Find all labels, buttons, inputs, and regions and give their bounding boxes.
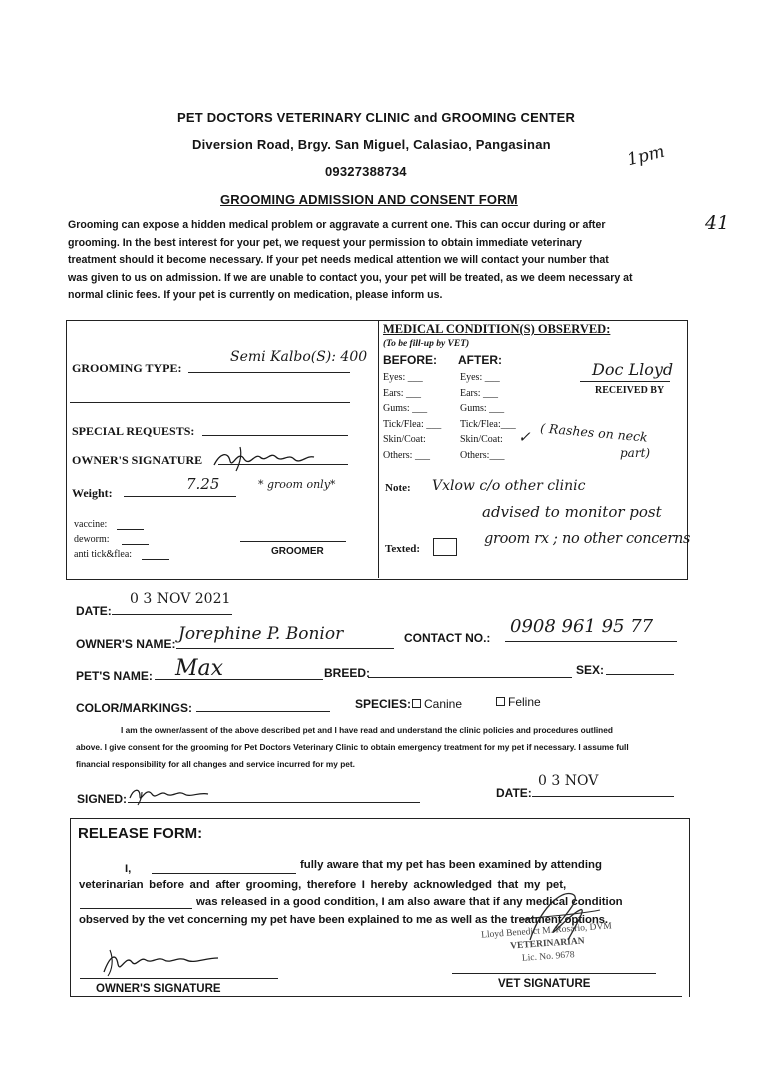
species-label: SPECIES: xyxy=(355,697,412,711)
medical-subtitle: (To be fill-up by VET) xyxy=(383,339,470,349)
after-list xyxy=(460,370,516,463)
after-item-skin xyxy=(460,432,516,448)
release-line-1b: fully aware that my pet has been examined by attending xyxy=(300,859,602,871)
deworm-text: deworm: xyxy=(74,534,110,545)
received-by-line xyxy=(580,381,670,382)
skin-after-note-1: ( Rashes on neck xyxy=(539,420,649,445)
antitick-line xyxy=(142,559,169,560)
antitick-text: anti tick&flea: xyxy=(74,549,133,560)
clinic-address: Diversion Road, Brgy. San Miguel, Calasiao, Pangasinan xyxy=(192,137,551,152)
owner-release-signature-line xyxy=(80,978,278,979)
intro-line: grooming. In the best interest for your pet, we request your permission to obtain immediate veterinary xyxy=(68,236,582,249)
consent-date-label: DATE: xyxy=(496,786,532,800)
signed-signature-image xyxy=(126,782,226,806)
owner-signature-image xyxy=(210,443,330,473)
after-item-label: Gums: xyxy=(460,403,487,414)
vet-signature-image xyxy=(500,880,610,950)
breed-line xyxy=(368,677,572,678)
owner-name-label: OWNER'S NAME: xyxy=(76,637,176,651)
owner-release-signature-label: OWNER'S SIGNATURE xyxy=(96,983,221,995)
after-item-tick: Tick/Flea:___ xyxy=(460,418,516,430)
consent-date-value: 0 3 NOV xyxy=(538,773,599,789)
after-item-gums: Gums: ___ xyxy=(460,403,505,414)
special-requests-label: SPECIAL REQUESTS: xyxy=(72,424,195,438)
note-label: Note: xyxy=(385,482,411,494)
intro-line: normal clinic fees. If your pet is currently on medication, please inform us. xyxy=(68,289,443,301)
intro-paragraph xyxy=(68,217,683,305)
before-item-label: Ears: xyxy=(383,387,404,399)
sex-label: SEX: xyxy=(576,663,605,677)
release-line-2: veterinarian before and after grooming, therefore I hereby acknowledged that my pet, xyxy=(79,879,567,891)
skin-after-note-2: part) xyxy=(620,446,651,460)
note-line-1: Vxlow c/o other clinic xyxy=(432,478,586,494)
stamp-name: Lloyd Benedict M. Rosario, DVM xyxy=(480,921,613,941)
consent-date-line xyxy=(532,796,674,797)
after-item-eyes: Eyes: ___ xyxy=(460,372,500,383)
canine-checkbox[interactable] xyxy=(412,699,421,708)
before-item-others: Others: ___ xyxy=(383,449,430,461)
deworm-line xyxy=(122,544,149,545)
note-line-2: advised to monitor post xyxy=(482,503,662,521)
feline-label: Feline xyxy=(508,695,541,709)
pet-name-value: Max xyxy=(175,656,224,681)
clinic-phone: 09327388734 xyxy=(325,164,407,179)
vaccine-label xyxy=(74,519,107,530)
date-value: 0 3 NOV 2021 xyxy=(130,591,231,607)
before-item-label: Eyes: xyxy=(383,372,406,383)
release-line-1a: I, xyxy=(125,863,132,875)
consent-line-1: I am the owner/assent of the above described pet and I have read and understand the clinic policies and procedures outlined xyxy=(121,725,613,735)
release-line-4: observed by the vet concerning my pet have been explained to me as well as the treatment options. xyxy=(79,914,608,926)
intro-line: was given to us on admission. If we are unable to contact you, your pet will be treated, as we deem necessary at xyxy=(68,271,633,284)
margin-note-number: 41 xyxy=(705,212,730,234)
intro-line: treatment should it become necessary. If your pet needs medical attention we will contact your number that xyxy=(68,254,609,266)
after-label: AFTER: xyxy=(458,353,502,367)
breed-label: BREED: xyxy=(324,666,371,680)
pet-name-label: PET'S NAME: xyxy=(76,669,153,683)
stamp-title: VETERINARIAN xyxy=(509,936,585,952)
note-line-3: groom rx ; no other concerns xyxy=(484,531,691,547)
color-markings-label: COLOR/MARKINGS: xyxy=(76,701,192,715)
received-by-label: RECEIVED BY xyxy=(595,385,665,396)
before-label: BEFORE: xyxy=(383,353,437,367)
date-line xyxy=(112,614,232,615)
owner-release-signature-image xyxy=(100,946,230,978)
antitick-label xyxy=(74,549,132,560)
before-item-ears: Ears: ___ xyxy=(383,387,422,399)
grooming-type-label: GROOMING TYPE: xyxy=(72,361,182,375)
signed-label: SIGNED: xyxy=(77,792,128,806)
release-title: RELEASE FORM: xyxy=(78,825,203,842)
owner-name-value: Jorephine P. Bonior xyxy=(178,624,344,644)
vet-signature-label: VET SIGNATURE xyxy=(498,978,591,990)
texted-checkbox[interactable] xyxy=(433,538,457,556)
box-divider xyxy=(378,320,379,578)
grooming-type-line xyxy=(188,372,350,373)
special-requests-line xyxy=(202,435,348,436)
release-form-bottom xyxy=(70,996,682,997)
after-item-label: Eyes: xyxy=(460,372,483,383)
consent-line-2: above. I give consent for the grooming for Pet Doctors Veterinary Clinic to obtain emergency treatment for my pet if necessary. I assume full xyxy=(76,742,629,752)
before-item-label: Others: xyxy=(383,449,413,461)
margin-note-time: 1pm xyxy=(625,141,667,171)
stamp-lic: Lic. No. 9678 xyxy=(521,950,575,964)
release-name-line xyxy=(152,873,296,874)
canine-label: Canine xyxy=(424,697,463,711)
after-item-others: Others:___ xyxy=(460,449,505,461)
owner-name-line xyxy=(176,648,394,649)
weight-label: Weight: xyxy=(72,486,113,500)
medical-title: MEDICAL CONDITION(S) OBSERVED: xyxy=(383,322,611,336)
form-title: GROOMING ADMISSION AND CONSENT FORM xyxy=(220,192,518,207)
contact-label: CONTACT NO.: xyxy=(404,631,491,645)
feline-checkbox[interactable] xyxy=(496,697,505,706)
after-item-ears: Ears: ___ xyxy=(460,387,499,399)
vaccine-line xyxy=(117,529,144,530)
intro-line: Grooming can expose a hidden medical problem or aggravate a current one. This can occur during or after xyxy=(68,219,606,231)
received-by-name: Doc Lloyd xyxy=(592,360,674,379)
after-item-label: Tick/Flea: xyxy=(460,418,501,430)
color-markings-line xyxy=(196,711,330,712)
grooming-type-value: Semi Kalbo(S): 400 xyxy=(230,349,368,365)
skin-after-mark: ✓ xyxy=(518,428,531,446)
release-line-3: was released in a good condition, I am also aware that if any medical condition xyxy=(196,896,623,908)
texted-label: Texted: xyxy=(385,543,421,555)
before-list xyxy=(383,370,441,463)
contact-line xyxy=(505,641,677,642)
before-item-label: Skin/Coat: xyxy=(383,434,426,445)
before-item-skin xyxy=(383,432,441,448)
groomer-label: GROOMER xyxy=(271,546,324,557)
deworm-label xyxy=(74,534,110,545)
sex-line xyxy=(606,674,674,675)
before-item-gums: Gums: ___ xyxy=(383,403,428,414)
before-item-label: Tick/Flea: xyxy=(383,418,424,430)
owner-signature-label: OWNER'S SIGNATURE xyxy=(72,453,203,467)
clinic-name: PET DOCTORS VETERINARY CLINIC and GROOMING CENTER xyxy=(177,110,576,125)
grooming-type-line-2 xyxy=(70,402,350,403)
vet-signature-line xyxy=(452,973,656,974)
after-item-label: Others: xyxy=(460,449,490,461)
after-item-label: Skin/Coat: xyxy=(460,434,503,445)
weight-line xyxy=(124,496,236,497)
vaccine-text: vaccine: xyxy=(74,519,108,530)
contact-value: 0908 961 95 77 xyxy=(510,616,654,637)
groomer-line xyxy=(240,541,346,542)
species-feline-option[interactable] xyxy=(496,695,541,709)
release-pet-line xyxy=(80,908,192,909)
before-item-label: Gums: xyxy=(383,403,410,414)
weight-note: * groom only* xyxy=(258,478,336,491)
date-label: DATE: xyxy=(76,604,112,618)
weight-value: 7.25 xyxy=(186,475,220,493)
species-canine-option[interactable] xyxy=(412,697,462,711)
before-item-tick: Tick/Flea: ___ xyxy=(383,418,442,430)
after-item-label: Ears: xyxy=(460,387,481,399)
consent-line-3: financial responsibility for all changes and service incurred for my pet. xyxy=(76,759,355,769)
before-item-eyes: Eyes: ___ xyxy=(383,372,423,383)
